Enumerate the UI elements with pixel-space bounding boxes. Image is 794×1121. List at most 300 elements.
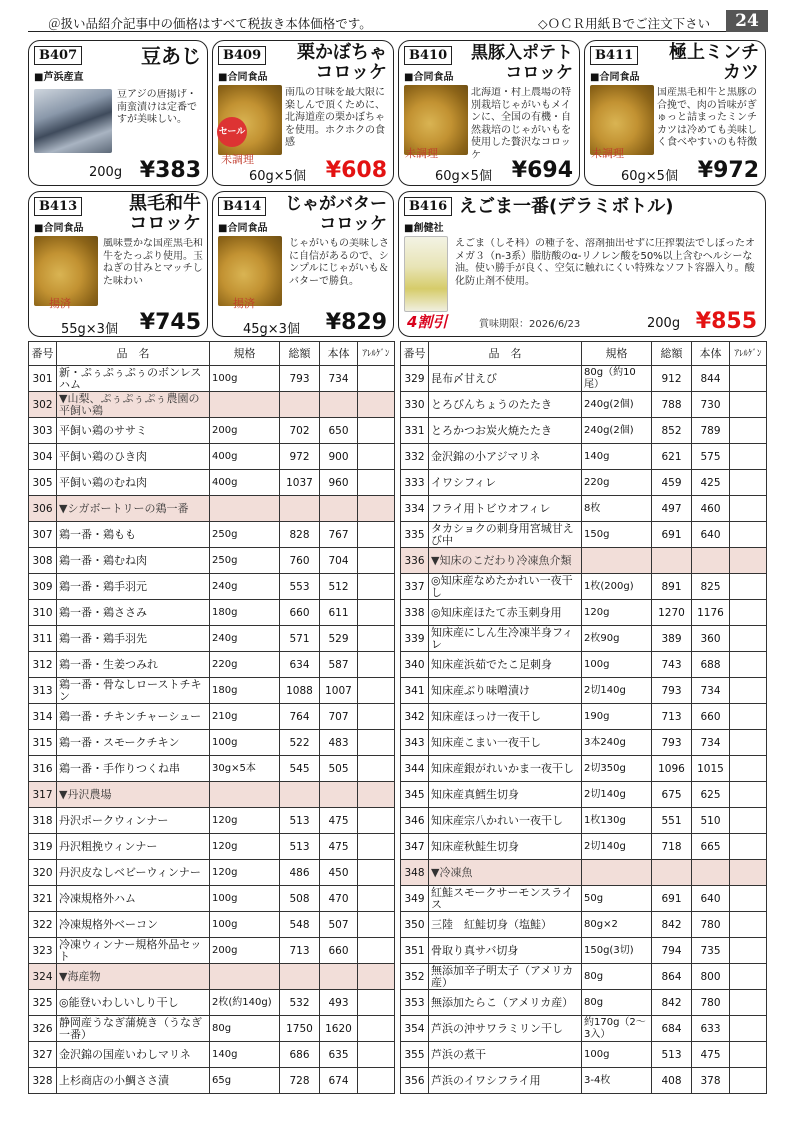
- item-number: 331: [401, 418, 429, 444]
- item-number: 342: [401, 704, 429, 730]
- item-name: とろかつお炭火焼たたき: [429, 418, 582, 444]
- price: ¥608: [325, 158, 387, 183]
- item-name: 鶏一番・手作りつくね串: [57, 756, 210, 782]
- item-name: 鶏一番・チキンチャーシュー: [57, 704, 210, 730]
- item-name: 知床産秋鮭生切身: [429, 834, 582, 860]
- maker: ■合同食品: [218, 223, 268, 234]
- allergen-cell: [730, 470, 767, 496]
- item-number: 340: [401, 652, 429, 678]
- item-base-price: 505: [320, 756, 358, 782]
- preparation-tag: 未調理: [591, 147, 624, 160]
- item-number: 325: [29, 990, 57, 1016]
- allergen-cell: [358, 730, 395, 756]
- product-photo: [404, 236, 448, 312]
- product-description: 豆アジの唐揚げ・南蛮漬けは定番ですが美味しい。: [117, 89, 197, 125]
- item-number: 302: [29, 392, 57, 418]
- product-title: じゃがバター コロッケ: [285, 194, 387, 234]
- table-row[interactable]: [29, 938, 395, 964]
- table-row[interactable]: [401, 652, 767, 678]
- item-spec: 240g(2個): [582, 418, 652, 444]
- item-base-price: 660: [692, 704, 730, 730]
- table-row[interactable]: [29, 574, 395, 600]
- page-header: [28, 10, 768, 32]
- item-number: 301: [29, 366, 57, 392]
- item-spec: 100g: [210, 366, 280, 392]
- order-table-left: [28, 341, 395, 1094]
- maker: ■芦浜産直: [34, 72, 84, 83]
- item-base-price: 529: [320, 626, 358, 652]
- item-number: 315: [29, 730, 57, 756]
- product-code: B410: [404, 46, 452, 65]
- table-row[interactable]: [29, 834, 395, 860]
- item-total: 1270: [652, 600, 692, 626]
- allergen-cell: [730, 574, 767, 600]
- col-number: 番号: [401, 342, 429, 366]
- table-row[interactable]: [401, 990, 767, 1016]
- allergen-cell: [730, 756, 767, 782]
- item-base-price: 789: [692, 418, 730, 444]
- product-title: 黒毛和牛 コロッケ: [129, 193, 201, 234]
- table-row[interactable]: [401, 782, 767, 808]
- table-row[interactable]: [29, 496, 395, 522]
- item-total: 497: [652, 496, 692, 522]
- item-base-price: 844: [692, 366, 730, 392]
- table-row[interactable]: [29, 782, 395, 808]
- item-number: 341: [401, 678, 429, 704]
- item-spec: 220g: [582, 470, 652, 496]
- allergen-cell: [358, 860, 395, 886]
- allergen-cell: [358, 1042, 395, 1068]
- item-total: 691: [652, 886, 692, 912]
- item-total: 675: [652, 782, 692, 808]
- item-name: 鶏一番・スモークチキン: [57, 730, 210, 756]
- table-row[interactable]: [401, 522, 767, 548]
- item-spec: 2切140g: [582, 782, 652, 808]
- item-number: 354: [401, 1016, 429, 1042]
- quantity: 45g×3個: [243, 322, 300, 337]
- item-spec: [210, 496, 280, 522]
- table-row[interactable]: [29, 1016, 395, 1042]
- product-card-b416[interactable]: [398, 191, 766, 337]
- item-spec: 80g: [582, 990, 652, 1016]
- table-row[interactable]: [29, 964, 395, 990]
- item-name: 芦浜の煮干: [429, 1042, 582, 1068]
- table-row[interactable]: [29, 418, 395, 444]
- item-total: 459: [652, 470, 692, 496]
- item-number: 311: [29, 626, 57, 652]
- item-spec: 約170g（2〜3入）: [582, 1016, 652, 1042]
- table-row[interactable]: [29, 392, 395, 418]
- item-total: 508: [280, 886, 320, 912]
- allergen-cell: [358, 938, 395, 964]
- item-base-price: 707: [320, 704, 358, 730]
- item-total: 389: [652, 626, 692, 652]
- col-spec: 規格: [210, 342, 280, 366]
- item-number: 350: [401, 912, 429, 938]
- allergen-cell: [730, 834, 767, 860]
- item-total: 1750: [280, 1016, 320, 1042]
- item-number: 344: [401, 756, 429, 782]
- product-code: B413: [34, 197, 82, 216]
- item-name: 知床産真鱈生切身: [429, 782, 582, 808]
- item-number: 324: [29, 964, 57, 990]
- table-row[interactable]: [29, 678, 395, 704]
- allergen-cell: [730, 730, 767, 756]
- product-card-b409[interactable]: [212, 40, 394, 186]
- item-spec: 240g(2個): [582, 392, 652, 418]
- item-base-price: 507: [320, 912, 358, 938]
- table-row[interactable]: [29, 704, 395, 730]
- item-name: 三陸 紅鮭切身（塩鮭）: [429, 912, 582, 938]
- item-base-price: 780: [692, 912, 730, 938]
- item-spec: 150g: [582, 522, 652, 548]
- table-row[interactable]: [29, 626, 395, 652]
- table-row[interactable]: [401, 366, 767, 392]
- item-name: ▼冷凍魚: [429, 860, 582, 886]
- item-total: 764: [280, 704, 320, 730]
- product-card-b414[interactable]: [212, 191, 394, 337]
- item-spec: 240g: [210, 626, 280, 652]
- col-base-price: 本体: [320, 342, 358, 366]
- table-row[interactable]: [29, 1042, 395, 1068]
- allergen-cell: [358, 678, 395, 704]
- item-base-price: 960: [320, 470, 358, 496]
- item-name: 金沢錦の小アジマリネ: [429, 444, 582, 470]
- table-row[interactable]: [401, 834, 767, 860]
- item-base-price: 633: [692, 1016, 730, 1042]
- col-total: 総額: [652, 342, 692, 366]
- allergen-cell: [358, 782, 395, 808]
- item-number: 346: [401, 808, 429, 834]
- table-row[interactable]: [401, 886, 767, 912]
- item-base-price: 767: [320, 522, 358, 548]
- price: ¥855: [695, 309, 757, 334]
- item-total: 513: [652, 1042, 692, 1068]
- table-row[interactable]: [29, 860, 395, 886]
- item-total: 513: [280, 834, 320, 860]
- product-code: B416: [404, 197, 452, 216]
- item-base-price: 635: [320, 1042, 358, 1068]
- item-base-price: 800: [692, 964, 730, 990]
- table-row[interactable]: [401, 730, 767, 756]
- item-total: 551: [652, 808, 692, 834]
- table-row[interactable]: [401, 626, 767, 652]
- table-row[interactable]: [401, 1016, 767, 1042]
- item-spec: 240g: [210, 574, 280, 600]
- item-name: 鶏一番・鶏むね肉: [57, 548, 210, 574]
- maker: ■合同食品: [34, 223, 84, 234]
- item-total: 842: [652, 990, 692, 1016]
- item-base-price: 378: [692, 1068, 730, 1094]
- product-description: じゃがいもの美味しさに自信があるので、シンプルにじゃがいも＆バターで勝負。: [289, 238, 389, 287]
- item-spec: 1枚(200g): [582, 574, 652, 600]
- item-total: 408: [652, 1068, 692, 1094]
- item-total: 545: [280, 756, 320, 782]
- table-row[interactable]: [401, 756, 767, 782]
- item-total: 912: [652, 366, 692, 392]
- item-name: 知床産ほっけ一夜干し: [429, 704, 582, 730]
- item-base-price: 825: [692, 574, 730, 600]
- table-row[interactable]: [401, 444, 767, 470]
- item-number: 310: [29, 600, 57, 626]
- price: ¥745: [139, 310, 201, 335]
- table-row[interactable]: [29, 548, 395, 574]
- item-spec: 120g: [210, 808, 280, 834]
- item-name: 鶏一番・鶏ささみ: [57, 600, 210, 626]
- table-row[interactable]: [29, 990, 395, 1016]
- item-base-price: [320, 964, 358, 990]
- item-total: 634: [280, 652, 320, 678]
- item-total: 1037: [280, 470, 320, 496]
- item-total: [280, 496, 320, 522]
- allergen-cell: [358, 808, 395, 834]
- order-table-right: [400, 341, 767, 1094]
- table-row[interactable]: [401, 938, 767, 964]
- item-base-price: 475: [692, 1042, 730, 1068]
- item-base-price: 640: [692, 522, 730, 548]
- item-base-price: [320, 782, 358, 808]
- item-base-price: 625: [692, 782, 730, 808]
- allergen-cell: [730, 522, 767, 548]
- allergen-cell: [358, 418, 395, 444]
- item-spec: 30g×5本: [210, 756, 280, 782]
- item-number: 336: [401, 548, 429, 574]
- item-number: 334: [401, 496, 429, 522]
- table-row[interactable]: [401, 548, 767, 574]
- item-number: 327: [29, 1042, 57, 1068]
- table-row[interactable]: [401, 1068, 767, 1094]
- item-total: 788: [652, 392, 692, 418]
- table-row[interactable]: [401, 704, 767, 730]
- allergen-cell: [730, 938, 767, 964]
- price: ¥972: [697, 158, 759, 183]
- item-base-price: 704: [320, 548, 358, 574]
- item-spec: [210, 782, 280, 808]
- allergen-cell: [358, 522, 395, 548]
- item-spec: 50g: [582, 886, 652, 912]
- allergen-cell: [358, 1068, 395, 1094]
- quantity: 55g×3個: [61, 322, 118, 337]
- col-spec: 規格: [582, 342, 652, 366]
- product-card-b411[interactable]: [584, 40, 766, 186]
- product-title: 栗かぼちゃ コロッケ: [297, 42, 387, 83]
- item-number: 323: [29, 938, 57, 964]
- item-spec: 3本240g: [582, 730, 652, 756]
- item-total: 513: [280, 808, 320, 834]
- item-number: 338: [401, 600, 429, 626]
- item-total: [652, 860, 692, 886]
- table-row[interactable]: [401, 1042, 767, 1068]
- item-base-price: 460: [692, 496, 730, 522]
- item-spec: 250g: [210, 522, 280, 548]
- item-base-price: 650: [320, 418, 358, 444]
- quantity: 200g: [89, 165, 123, 180]
- item-name: ▼丹沢農場: [57, 782, 210, 808]
- item-number: 335: [401, 522, 429, 548]
- allergen-cell: [358, 1016, 395, 1042]
- item-number: 356: [401, 1068, 429, 1094]
- item-base-price: 1176: [692, 600, 730, 626]
- item-spec: 80g: [582, 964, 652, 990]
- item-total: 728: [280, 1068, 320, 1094]
- allergen-cell: [730, 860, 767, 886]
- item-number: 314: [29, 704, 57, 730]
- allergen-cell: [730, 548, 767, 574]
- item-base-price: 688: [692, 652, 730, 678]
- table-row[interactable]: [29, 808, 395, 834]
- table-row[interactable]: [29, 470, 395, 496]
- product-card-b413[interactable]: [28, 191, 208, 337]
- item-total: [280, 964, 320, 990]
- product-card-b410[interactable]: [398, 40, 580, 186]
- table-row[interactable]: [29, 756, 395, 782]
- item-total: 532: [280, 990, 320, 1016]
- product-description: 風味豊かな国産黒毛和牛をたっぷり使用。玉ねぎの甘みとマッチした味わい: [103, 238, 203, 287]
- item-spec: 140g: [210, 1042, 280, 1068]
- allergen-cell: [358, 626, 395, 652]
- item-number: 308: [29, 548, 57, 574]
- product-code: B414: [218, 197, 266, 216]
- table-row[interactable]: [401, 392, 767, 418]
- item-total: 793: [652, 678, 692, 704]
- item-number: 329: [401, 366, 429, 392]
- item-name: 芦浜のイワシフライ用: [429, 1068, 582, 1094]
- item-total: 718: [652, 834, 692, 860]
- item-base-price: 510: [692, 808, 730, 834]
- item-number: 321: [29, 886, 57, 912]
- table-row[interactable]: [401, 600, 767, 626]
- item-number: 322: [29, 912, 57, 938]
- allergen-cell: [730, 704, 767, 730]
- item-spec: 100g: [210, 886, 280, 912]
- item-total: 660: [280, 600, 320, 626]
- item-base-price: 611: [320, 600, 358, 626]
- item-number: 349: [401, 886, 429, 912]
- allergen-cell: [358, 574, 395, 600]
- col-allergen: ｱﾚﾙｹﾞﾝ: [358, 342, 395, 366]
- table-row[interactable]: [29, 652, 395, 678]
- item-total: 793: [280, 366, 320, 392]
- allergen-cell: [358, 912, 395, 938]
- table-row[interactable]: [29, 366, 395, 392]
- item-spec: 2切140g: [582, 678, 652, 704]
- item-base-price: 1015: [692, 756, 730, 782]
- item-base-price: 640: [692, 886, 730, 912]
- item-number: 355: [401, 1042, 429, 1068]
- table-row[interactable]: [29, 912, 395, 938]
- item-number: 312: [29, 652, 57, 678]
- item-number: 316: [29, 756, 57, 782]
- item-number: 306: [29, 496, 57, 522]
- allergen-cell: [358, 704, 395, 730]
- table-row[interactable]: [401, 964, 767, 990]
- item-number: 352: [401, 964, 429, 990]
- item-total: 571: [280, 626, 320, 652]
- table-row[interactable]: [29, 444, 395, 470]
- item-name: 知床産こまい一夜干し: [429, 730, 582, 756]
- table-row[interactable]: [401, 678, 767, 704]
- item-number: 303: [29, 418, 57, 444]
- item-total: 891: [652, 574, 692, 600]
- table-header: [401, 342, 767, 366]
- allergen-cell: [358, 756, 395, 782]
- item-number: 347: [401, 834, 429, 860]
- table-row[interactable]: [29, 522, 395, 548]
- table-row[interactable]: [29, 1068, 395, 1094]
- preparation-tag: 揚済: [49, 297, 71, 310]
- item-number: 351: [401, 938, 429, 964]
- item-base-price: 734: [320, 366, 358, 392]
- table-row[interactable]: [29, 730, 395, 756]
- product-title: えごま一番(デラミボトル): [459, 196, 674, 217]
- item-name: 昆布〆甘えび: [429, 366, 582, 392]
- item-spec: 100g: [210, 912, 280, 938]
- table-row[interactable]: [29, 886, 395, 912]
- table-row[interactable]: [401, 470, 767, 496]
- allergen-cell: [730, 496, 767, 522]
- item-spec: 180g: [210, 678, 280, 704]
- page-number: 24: [726, 10, 768, 32]
- price: ¥694: [511, 158, 573, 183]
- allergen-cell: [730, 418, 767, 444]
- item-base-price: 900: [320, 444, 358, 470]
- item-total: 1088: [280, 678, 320, 704]
- allergen-cell: [730, 366, 767, 392]
- item-spec: 100g: [582, 652, 652, 678]
- maker: ■合同食品: [590, 72, 640, 83]
- table-row[interactable]: [29, 600, 395, 626]
- table-row[interactable]: [401, 496, 767, 522]
- quantity: 60g×5個: [435, 169, 492, 184]
- item-number: 320: [29, 860, 57, 886]
- table-row[interactable]: [401, 860, 767, 886]
- quantity: 60g×5個: [249, 169, 306, 184]
- product-title: 黒豚入ポテト コロッケ: [471, 43, 573, 83]
- item-total: 522: [280, 730, 320, 756]
- allergen-cell: [730, 886, 767, 912]
- item-spec: [210, 392, 280, 418]
- col-base-price: 本体: [692, 342, 730, 366]
- col-total: 総額: [280, 342, 320, 366]
- item-spec: 200g: [210, 418, 280, 444]
- product-card-b407[interactable]: [28, 40, 208, 186]
- item-spec: 80g×2: [582, 912, 652, 938]
- item-total: 691: [652, 522, 692, 548]
- item-number: 313: [29, 678, 57, 704]
- table-row[interactable]: [401, 418, 767, 444]
- maker: ■創健社: [404, 223, 444, 234]
- item-spec: 120g: [582, 600, 652, 626]
- ocr-notice: ◇ＯＣＲ用紙Ｂでご注文下さい: [538, 16, 711, 31]
- item-spec: [582, 548, 652, 574]
- price: ¥383: [139, 158, 201, 183]
- item-number: 328: [29, 1068, 57, 1094]
- table-row[interactable]: [401, 574, 767, 600]
- item-spec: 180g: [210, 600, 280, 626]
- item-base-price: 475: [320, 808, 358, 834]
- table-row[interactable]: [401, 808, 767, 834]
- allergen-cell: [730, 1042, 767, 1068]
- item-name: 平飼い鶏のササミ: [57, 418, 210, 444]
- item-name: フライ用トビウオフィレ: [429, 496, 582, 522]
- sale-badge: セール: [217, 117, 247, 147]
- item-name: 知床産浜茹でたこ足刺身: [429, 652, 582, 678]
- table-row[interactable]: [401, 912, 767, 938]
- item-spec: 65g: [210, 1068, 280, 1094]
- allergen-cell: [730, 990, 767, 1016]
- allergen-cell: [358, 600, 395, 626]
- item-name: 上杉商店の小鯛ささ漬: [57, 1068, 210, 1094]
